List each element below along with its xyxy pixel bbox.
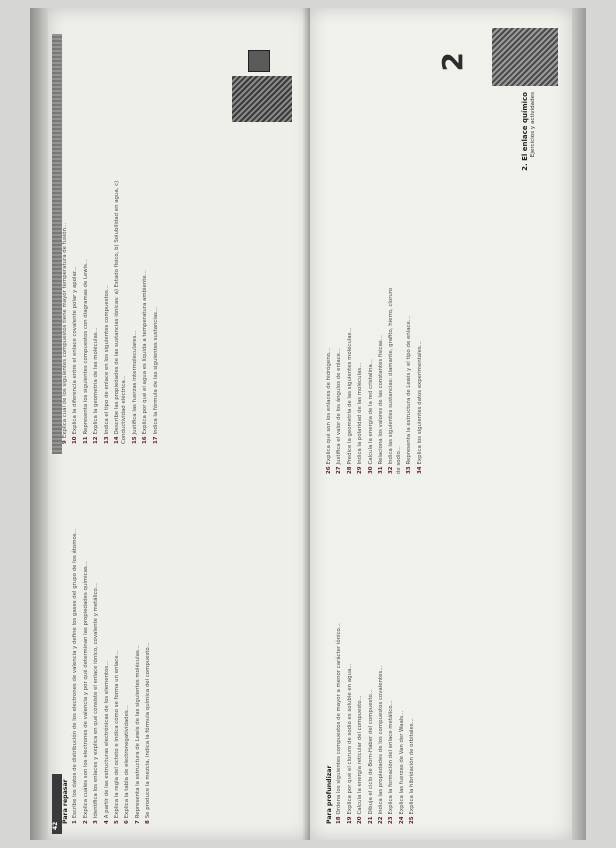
exercise-text: Explica la diferencia entre el enlace covalente polar y apolar...	[72, 266, 79, 435]
exercise-item	[93, 144, 100, 444]
exercise-number: 11	[82, 436, 89, 444]
exercise-item	[142, 144, 149, 444]
exercise-text: Explica cuál de los siguientes compuestos tiene mayor temperatura de fusión...	[62, 222, 68, 439]
chapter-number: 2	[436, 52, 469, 72]
exercise-item	[347, 284, 354, 474]
exercise-number: 6	[124, 820, 131, 824]
exercise-item	[104, 144, 111, 444]
exercise-item	[153, 144, 160, 444]
exercise-item	[83, 464, 90, 824]
header-stripe	[52, 34, 62, 454]
exercise-item	[368, 284, 375, 474]
exercise-text: Explica la hibridación de orbitales...	[409, 718, 416, 815]
exercise-number: 25	[409, 816, 416, 824]
left-column-2	[62, 144, 298, 444]
right-page-content	[316, 22, 570, 834]
exercise-number: 19	[346, 816, 353, 824]
right-column-2	[326, 284, 562, 474]
exercise-text: Indica las propiedades de los compuestos covalentes...	[378, 665, 385, 815]
exercise-item	[124, 464, 131, 824]
exercise-text: Escribe los datos de distribución de los electrones de valencia y define los gases del grupo de los átomos...	[72, 528, 79, 819]
exercise-item	[104, 464, 111, 824]
exercise-text: A partir de las estructuras electrónicas de los elementos...	[103, 660, 110, 819]
exercise-text: Explica las fuerzas de Van der Waals...	[398, 710, 405, 815]
exercise-text: Explica la regla del octeto e indica cómo se forma un enlace...	[114, 650, 121, 819]
exercise-item	[336, 494, 343, 824]
exercise-number: 34	[416, 466, 423, 474]
exercise-number: 14	[114, 436, 121, 444]
exercise-number: 33	[406, 466, 413, 474]
exercise-number: 17	[152, 436, 159, 444]
page-number-box	[52, 774, 62, 834]
exercise-number: 29	[357, 466, 364, 474]
exercise-text: Dibuja el ciclo de Born-Haber del compuesto...	[367, 689, 374, 815]
exercise-text: Indica las siguientes sustancias: diamante, grafito, hierro, cloruro de sodio...	[388, 287, 402, 474]
exercise-number: 30	[367, 466, 374, 474]
exercise-number: 28	[346, 466, 353, 474]
exercise-number: 32	[388, 466, 395, 474]
exercise-text: Relaciona los valores de las constantes físicas...	[378, 335, 385, 465]
exercise-number: 7	[134, 820, 141, 824]
right-page	[310, 8, 572, 840]
exercise-item	[357, 494, 364, 824]
exercise-number: 15	[131, 436, 138, 444]
exercise-text: Explica la tabla de electronegatividades...	[124, 705, 131, 819]
exercise-number: 5	[114, 820, 121, 824]
exercise-text: Explica cuáles son los electrones de valencia y por qué determinan las propiedades químicas...	[82, 561, 89, 819]
page-edge-left	[30, 8, 48, 840]
exercise-number: 2	[82, 820, 89, 824]
right-column-1	[326, 494, 562, 824]
exercise-number: 21	[367, 816, 374, 824]
exercise-item	[145, 464, 152, 824]
chapter-pattern-tile	[492, 28, 558, 86]
exercise-number: 3	[93, 820, 100, 824]
chapter-marker	[232, 32, 292, 122]
exercise-item	[72, 144, 79, 444]
exercise-text: Explica por qué el agua es líquida a temperatura ambiente...	[142, 270, 149, 435]
exercise-item	[417, 284, 424, 474]
exercise-number: 1	[72, 820, 79, 824]
exercise-item	[114, 464, 121, 824]
section-title: Para profundizar	[326, 765, 333, 824]
exercise-text: Explica los siguientes datos experimentales...	[416, 341, 423, 465]
exercise-item	[83, 144, 90, 444]
exercise-item	[357, 284, 364, 474]
exercise-text: Indica la fórmula de las siguientes sustancias...	[152, 306, 159, 435]
exercise-text: Identifica los enlaces y explica en qué consiste el enlace iónico, covalente y metálico...	[93, 583, 100, 819]
exercise-list	[72, 464, 152, 824]
exercise-item	[62, 144, 69, 444]
exercise-text: Indica el tipo de enlace en los siguientes compuestos...	[103, 285, 110, 435]
exercise-item	[326, 284, 333, 474]
exercise-item	[347, 494, 354, 824]
exercise-item	[336, 284, 343, 474]
exercise-text: Ordena los siguientes compuestos de mayor a menor carácter iónico...	[336, 623, 343, 815]
exercise-number: 16	[142, 436, 149, 444]
exercise-item	[406, 284, 413, 474]
exercise-list	[336, 494, 416, 824]
exercise-number: 27	[336, 466, 343, 474]
exercise-text: Explica la geometría de las moléculas...	[93, 327, 100, 435]
exercise-item	[93, 464, 100, 824]
chapter-square-icon	[248, 50, 270, 72]
exercise-text: Representa los siguientes compuestos con diagramas de Lewis...	[82, 258, 89, 435]
exercise-text: Justifica el valor de los ángulos de enlace...	[336, 347, 343, 465]
left-page-content	[52, 22, 306, 834]
left-page	[48, 8, 310, 840]
section-title: Para repasar	[62, 779, 69, 824]
exercise-text: Explica qué son los enlaces de hidrógeno...	[326, 348, 332, 465]
exercise-list	[62, 144, 160, 444]
exercise-number: 8	[145, 820, 152, 824]
exercise-item	[368, 494, 375, 824]
exercise-number: 26	[326, 466, 332, 474]
exercise-text: Se produce la mezcla, indica la fórmula química del compuesto...	[145, 642, 152, 819]
exercise-text: Representa la estructura de Lewis de las siguientes moléculas...	[134, 645, 141, 819]
exercise-item	[378, 494, 385, 824]
exercise-item	[72, 464, 79, 824]
page-number: 42	[52, 821, 59, 830]
exercise-number: 18	[336, 816, 343, 824]
exercise-item	[388, 494, 395, 824]
exercise-number: 10	[72, 436, 79, 444]
exercise-number: 12	[93, 436, 100, 444]
exercise-item	[378, 284, 385, 474]
exercise-number: 9	[62, 440, 68, 444]
left-column-1	[62, 464, 298, 824]
exercise-number: 22	[378, 816, 385, 824]
exercise-text: Describe las propiedades de las sustancias iónicas: a) Estado físico, b) Solubilidad en agua, c) Conductividad eléctrica...	[114, 180, 128, 444]
exercise-item	[399, 494, 406, 824]
page-edge-right	[572, 8, 586, 840]
exercise-item	[135, 464, 142, 824]
exercise-text: Explica la formación del enlace metálico...	[388, 700, 395, 815]
exercise-text: Representa la estructura de Lewis y el tipo de enlace...	[406, 316, 413, 465]
exercise-item	[409, 494, 416, 824]
exercise-list	[326, 284, 424, 474]
exercise-item	[132, 144, 139, 444]
exercise-number: 24	[398, 816, 405, 824]
chapter-pattern-tile	[232, 76, 292, 122]
exercise-number: 13	[103, 436, 110, 444]
exercise-number: 20	[357, 816, 364, 824]
exercise-text: Predice la geometría de las siguientes moléculas...	[346, 327, 353, 465]
exercise-text: Indica la polaridad de las moléculas...	[357, 362, 364, 465]
exercise-item	[388, 284, 403, 474]
exercise-text: Calcula la energía de la red cristalina...	[367, 359, 374, 465]
exercise-text: Justifica las fuerzas intermoleculares...	[131, 330, 138, 435]
chapter-subtitle: Ejercicios y actividades	[530, 92, 536, 158]
exercise-text: Calcula la energía reticular del compuesto...	[357, 695, 364, 815]
chapter-title: 2. El enlace químico	[521, 92, 529, 171]
exercise-number: 23	[388, 816, 395, 824]
exercise-text: Explica por qué el cloruro de sodio es soluble en agua...	[346, 663, 353, 815]
exercise-number: 31	[378, 466, 385, 474]
exercise-item	[114, 144, 129, 444]
exercise-number: 4	[103, 820, 110, 824]
